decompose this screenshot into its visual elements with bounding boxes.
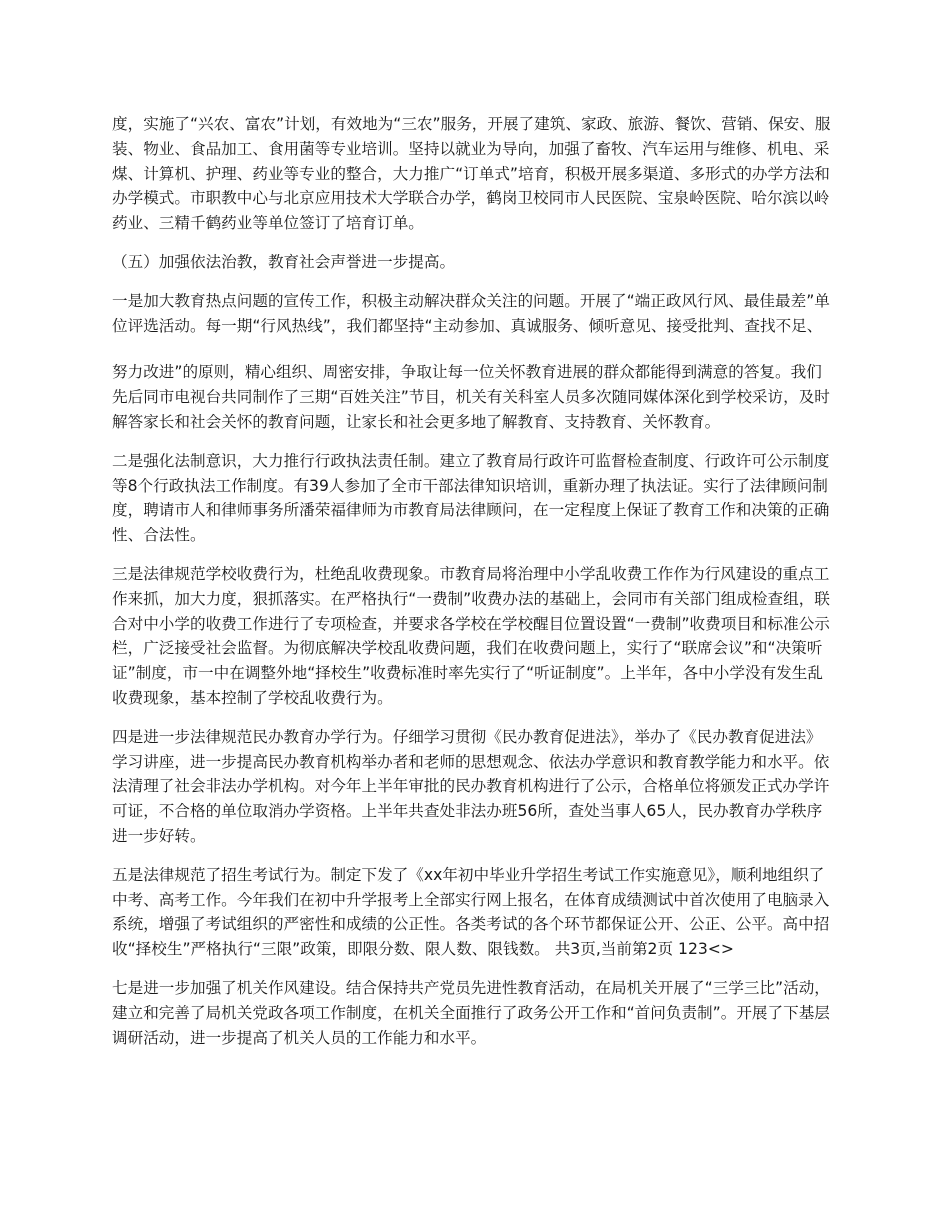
- paragraph-item-one-continued: 努力改进”的原则，精心组织、周密安排，争取让每一位关怀教育进展的群众都能得到满意的答复。我们先后同市电视台共同制作了三期“百姓关注”节目，机关有关科室人员多次随同媒体深化到学校采访，及时解答家长和社会关怀的教育问题，让家长和社会更多地了解教育、支持教育、关怀教育。: [112, 363, 830, 431]
- paragraph-item-two: 二是强化法制意识，大力推行行政执法责任制。建立了教育局行政许可监督检查制度、行政许可公示制度等8个行政执法工作制度。有39人参加了全市干部法律知识培训，重新办理了执法证。实行了法律顾问制度，聘请市人和律师事务所潘荣福律师为市教育局法律顾问，在一定程度上保证了教育工作和决策的正确性、合法性。: [112, 451, 830, 545]
- section-heading-five: （五）加强依法治教，教育社会声誉进一步提高。: [112, 252, 456, 271]
- paragraph-item-one: 一是加大教育热点问题的宣传工作，积极主动解决群众关注的问题。开展了“端正政风行风、最佳最差”单位评选活动。每一期“行风热线”，我们都坚持“主动参加、真诚服务、倾听意见、接受批判、查找不足、: [112, 291, 830, 335]
- paragraph-item-three: 三是法律规范学校收费行为，杜绝乱收费现象。市教育局将治理中小学乱收费工作作为行风建设的重点工作来抓，加大力度，狠抓落实。在严格执行“一费制”收费办法的基础上，会同市有关部门组成检查组，联合对中小学的收费工作进行了专项检查，并要求各学校在学校醒目位置设置“一费制”收费项目和标准公示栏，广泛接受社会监督。为彻底解决学校乱收费问题，我们在收费问题上，实行了“联席会议”和“决策听证”制度，市一中在调整外地“择校生”收费标准时率先实行了“听证制度”。上半年，各中小学没有发生乱收费现象，基本控制了学校乱收费行为。: [112, 564, 830, 707]
- paragraph-item-seven: 七是进一步加强了机关作风建设。结合保持共产党员先进性教育活动，在局机关开展了“三学三比”活动，建立和完善了局机关党政各项工作制度，在机关全面推行了政务公开工作和“首问负责制”。开展了下基层调研活动，进一步提高了机关人员的工作能力和水平。: [112, 978, 830, 1047]
- paragraph-training: 度，实施了“兴农、富农”计划，有效地为“三农”服务，开展了建筑、家政、旅游、餐饮、营销、保安、服装、物业、食品加工、食用菌等专业培训。坚持以就业为导向，加强了畜牧、汽车运用与维修、机电、采煤、计算机、护理、药业等专业的整合，大力推广“订单式”培育，积极开展多渠道、多形式的办学方法和办学模式。市职教中心与北京应用技术大学联合办学，鹤岗卫校同市人民医院、宝泉岭医院、哈尔滨以岭药业、三精千鹤药业等单位签订了培育订单。: [112, 115, 831, 233]
- paragraph-item-five: 五是法律规范了招生考试行为。制定下发了《xx年初中毕业升学招生考试工作实施意见》，顺利地组织了中考、高考工作。今年我们在初中升学报考上全部实行网上报名，在体育成绩测试中首次使用了电脑录入系统，增强了考试组织的严密性和成绩的公正性。各类考试的各个环节都保证公开、公正、公平。高中招收“择校生”严格执行“三限”政策，即限分数、限人数、限钱数。 共3页,当前第2页 123<>: [112, 865, 830, 959]
- paragraph-item-four: 四是进一步法律规范民办教育办学行为。仔细学习贯彻《民办教育促进法》，举办了《民办教育促进法》学习讲座，进一步提高民办教育机构举办者和老师的思想观念、依法办学意识和教育教学能力和水平。依法清理了社会非法办学机构。对今年上半年审批的民办教育机构进行了公示，合格单位将颁发正式办学许可证，不合格的单位取消办学资格。上半年共查处非法办班56所，查处当事人65人，民办教育办学秩序进一步好转。: [112, 727, 830, 845]
